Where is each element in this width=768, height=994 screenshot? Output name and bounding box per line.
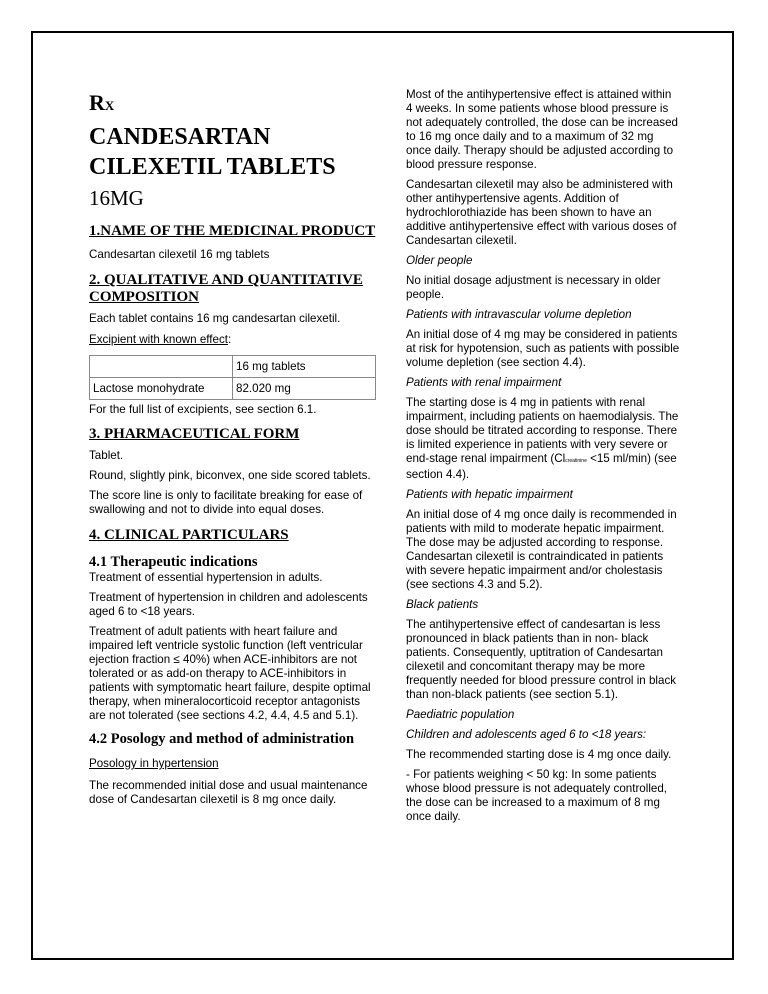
table-header-cell: 16 mg tablets — [233, 356, 376, 378]
section2-heading: 2. QUALITATIVE AND QUANTITATIVE COMPOSITION — [89, 272, 363, 305]
black-patients-text: The antihypertensive effect of candesartan is less pronounced in black patients than in non- black patients. Consequently, uptitration of Candesartan cilexetil and concomitant therapy may be more frequently needed for blood pressure control in black than non-black patients (see section 5.1). — [406, 618, 677, 701]
right-column — [406, 88, 680, 824]
table-header-row — [90, 356, 376, 378]
section3-paragraph: Round, slightly pink, biconvex, one side scored tablets. — [89, 469, 371, 482]
black-patients-heading: Black patients — [406, 598, 479, 611]
section3-paragraph: Tablet. — [89, 449, 124, 462]
section1-text: Candesartan cilexetil 16 mg tablets — [89, 248, 270, 261]
rx-subscript: X — [104, 98, 115, 113]
posology-hypertension-subheading: Posology in hypertension — [89, 757, 219, 770]
children-text: The recommended starting dose is 4 mg once daily. — [406, 748, 672, 761]
section4-heading: 4. CLINICAL PARTICULARS — [89, 527, 289, 543]
renal-text-part: <15 ml/min) (see section 4.4). — [406, 452, 677, 481]
hepatic-impairment-heading: Patients with hepatic impairment — [406, 488, 573, 501]
excipient-colon: : — [227, 333, 232, 346]
renal-impairment-heading: Patients with renal impairment — [406, 376, 562, 389]
volume-depletion-heading: Patients with intravascular volume depletion — [406, 308, 632, 321]
table-cell: 82.020 mg — [233, 378, 376, 400]
section42-paragraph: The recommended initial dose and usual maintenance dose of Candesartan cilexetil is 8 mg once daily. — [89, 779, 368, 806]
product-title-line2: CILEXETIL TABLETS — [89, 154, 336, 180]
excipient-table — [89, 355, 376, 400]
section42-heading: 4.2 Posology and method of administration — [89, 731, 355, 747]
older-people-text: No initial dosage adjustment is necessary in older people. — [406, 274, 661, 301]
section41-paragraph: Treatment of adult patients with heart failure and impaired left ventricle systolic function (left ventricular ejection fraction ≤ 40%) when ACE-inhibitors are not tolerated or as add-on therapy to ACE-inhibitors in patients with symptomatic heart failure, despite optimal therapy, when mineralocorticoid receptor antagonists are not tolerated (see sections 4.2, 4.4, 4.5 and 5.1). — [89, 625, 371, 722]
dosing-paragraph: Most of the antihypertensive effect is attained within 4 weeks. In some patients whose blood pressure is not adequately controlled, the dose can be increased to 16 mg once daily and to a maximum of 32 mg once daily. Therapy should be adjusted according to blood pressure response. — [406, 88, 679, 171]
children-heading: Children and adolescents aged 6 to <18 years: — [406, 728, 647, 741]
dosing-paragraph: Candesartan cilexetil may also be administered with other antihypertensive agents. Addition of hydrochlorothiazide has been shown to have an additive antihypertensive effect with various doses of Candesartan cilexetil. — [406, 178, 677, 247]
section41-paragraph: Treatment of hypertension in children and adolescents aged 6 to <18 years. — [89, 591, 368, 618]
table-header-cell — [90, 356, 233, 378]
rx-letter: R — [89, 90, 105, 115]
section41-heading: 4.1 Therapeutic indications — [89, 554, 258, 570]
section2-text: Each tablet contains 16 mg candesartan cilexetil. — [89, 312, 341, 325]
product-title-line1: CANDESARTAN — [89, 124, 271, 150]
weight-dosing-text: - For patients weighing < 50 kg: In some patients whose blood pressure is not adequately controlled, the dose can be increased to a maximum of 8 mg once daily. — [406, 768, 668, 823]
product-strength: 16MG — [89, 186, 144, 210]
section3-heading: 3. PHARMACEUTICAL FORM — [89, 426, 300, 442]
older-people-heading: Older people — [406, 254, 473, 267]
hepatic-impairment-text: An initial dose of 4 mg once daily is recommended in patients with mild to moderate hepatic impairment. The dose may be adjusted according to response. Candesartan cilexetil is contraindicated in patients with severe hepatic impairment and/or cholestasis (see sections 4.3 and 5.2). — [406, 508, 677, 591]
renal-impairment-text — [406, 396, 680, 482]
section3-paragraph: The score line is only to facilitate breaking for ease of swallowing and not to divide into equal doses. — [89, 489, 363, 516]
section1-heading: 1.NAME OF THE MEDICINAL PRODUCT — [89, 223, 376, 239]
left-column — [89, 88, 379, 807]
creatinine-subscript: creatinine — [565, 458, 587, 464]
rx-symbol — [89, 91, 379, 118]
product-title — [89, 122, 379, 182]
table-row — [90, 378, 376, 400]
excipient-full-list: For the full list of excipients, see section 6.1. — [89, 403, 317, 416]
renal-text-part: The starting dose is 4 mg in patients with renal impairment, including patients on haemodialysis. The dose should be titrated according to response. There is limited experience in patients with very severe or end-stage renal impairment (Cl — [406, 396, 679, 465]
paediatric-heading: Paediatric population — [406, 708, 515, 721]
volume-depletion-text: An initial dose of 4 mg may be considered in patients at risk for hypotension, such as patients with possible volume depletion (see section 4.4). — [406, 328, 680, 369]
table-cell: Lactose monohydrate — [90, 378, 233, 400]
section41-paragraph: Treatment of essential hypertension in adults. — [89, 571, 323, 584]
excipient-label: Excipient with known effect — [89, 333, 228, 346]
excipient-label-line — [89, 333, 379, 347]
